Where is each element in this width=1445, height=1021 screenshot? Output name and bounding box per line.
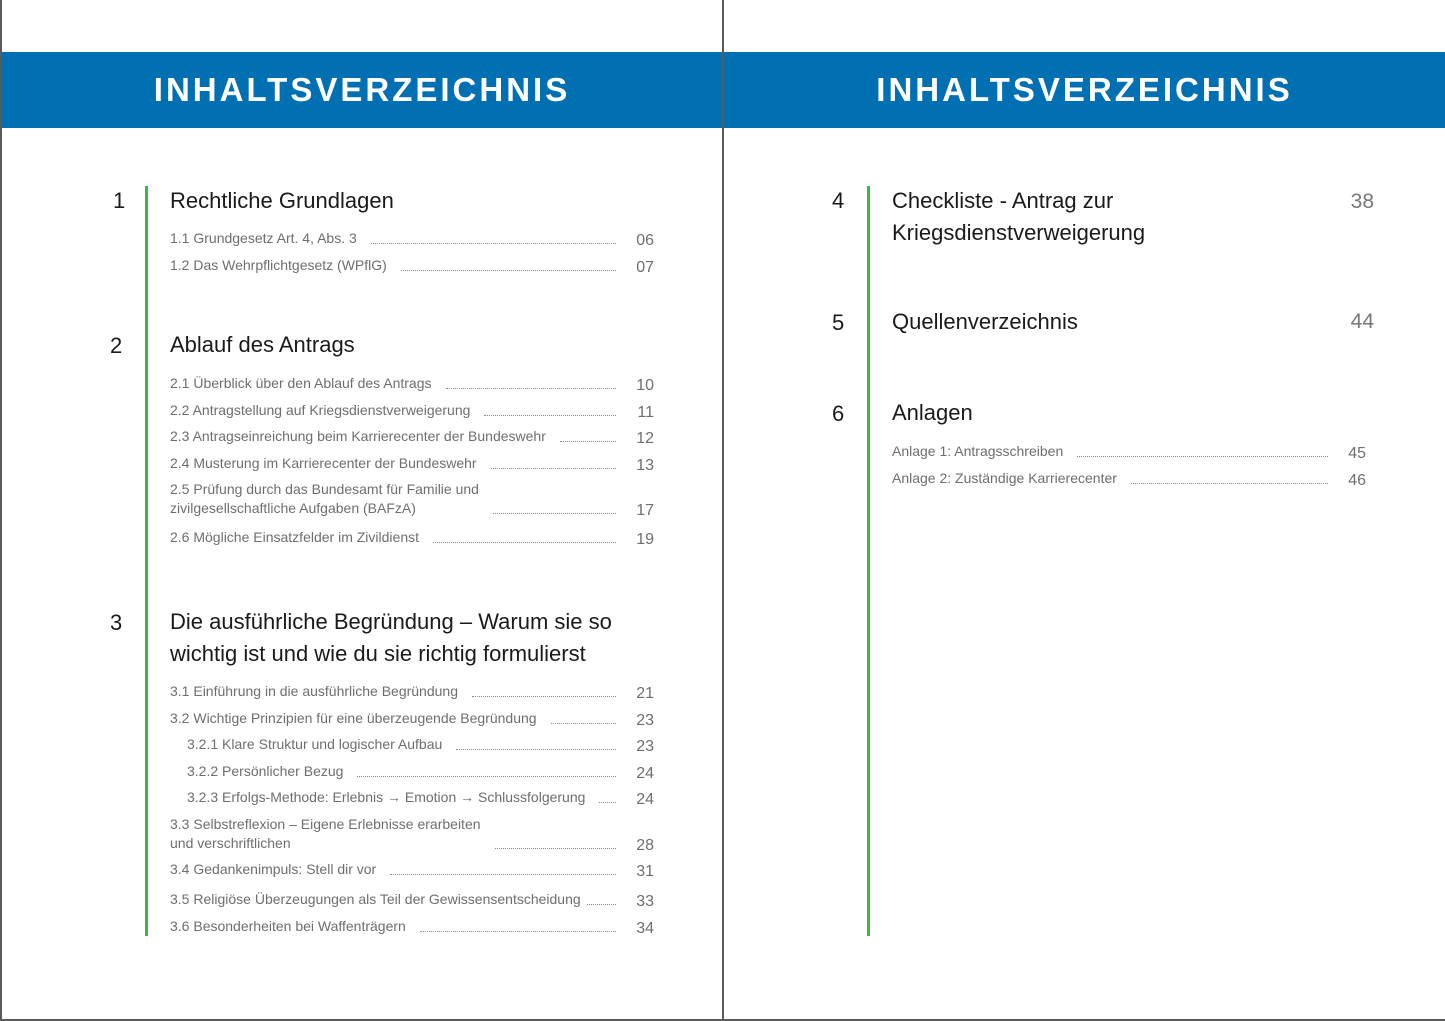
entry-label: 3.1 Einführung in die ausführliche Begründung bbox=[170, 683, 458, 699]
entry-page: 23 bbox=[636, 738, 654, 755]
entry-page: 17 bbox=[636, 502, 654, 519]
section-number: 6 bbox=[832, 401, 845, 426]
entry-label-line1: 2.5 Prüfung durch das Bundesamt für Familie und bbox=[170, 481, 479, 497]
section-title[interactable]: Ablauf des Antrags bbox=[170, 332, 355, 357]
section-number: 4 bbox=[832, 188, 845, 213]
dot-leader bbox=[484, 415, 616, 416]
page-title: INHALTSVERZEICHNIS bbox=[876, 71, 1293, 108]
toc-entry[interactable] bbox=[170, 374, 654, 393]
dot-leader bbox=[1077, 456, 1328, 457]
entry-page: 24 bbox=[636, 765, 654, 782]
section-title-line2: Kriegsdienstverweigerung bbox=[892, 220, 1146, 245]
toc-entry[interactable] bbox=[170, 709, 654, 728]
entry-label-line2: zivilgesellschaftliche Aufgaben (BAFzA) bbox=[170, 500, 416, 516]
dot-leader bbox=[493, 513, 616, 514]
entry-label: 2.4 Musterung im Karrierecenter der Bundeswehr bbox=[170, 455, 477, 471]
entry-label: 3.6 Besonderheiten bei Waffenträgern bbox=[170, 918, 406, 934]
section-title[interactable] bbox=[170, 606, 612, 670]
header-banner bbox=[724, 52, 1445, 128]
entry-label: 3.2.3 Erfolgs-Methode: Erlebnis → Emotion → Schlussfolgerung bbox=[187, 789, 586, 805]
entry-label: 2.2 Antragstellung auf Kriegsdienstverweigerung bbox=[170, 402, 471, 418]
entry-page: 24 bbox=[636, 791, 654, 808]
dot-leader bbox=[456, 749, 616, 750]
page-title: INHALTSVERZEICHNIS bbox=[153, 71, 571, 108]
toc-entry[interactable] bbox=[187, 735, 654, 754]
entry-label: 3.4 Gedankenimpuls: Stell dir vor bbox=[170, 861, 377, 877]
toc-entry[interactable] bbox=[170, 427, 654, 446]
dot-leader bbox=[433, 542, 616, 543]
toc-entry[interactable] bbox=[170, 256, 654, 275]
dot-leader bbox=[495, 848, 616, 849]
toc-entry[interactable] bbox=[892, 469, 1366, 488]
dot-leader bbox=[1131, 483, 1328, 484]
section-title[interactable]: Rechtliche Grundlagen bbox=[170, 188, 394, 213]
toc-entry[interactable] bbox=[170, 815, 654, 853]
toc-entry[interactable] bbox=[170, 682, 654, 701]
entry-page: 28 bbox=[636, 837, 654, 854]
section-title[interactable]: Quellenverzeichnis bbox=[892, 309, 1078, 334]
entry-page: 45 bbox=[1348, 445, 1366, 462]
toc-page-right bbox=[724, 0, 1445, 1021]
dot-leader bbox=[587, 904, 616, 905]
dot-leader bbox=[560, 441, 616, 442]
header-banner bbox=[2, 52, 722, 128]
entry-label: 3.2.1 Klare Struktur und logischer Aufbau bbox=[187, 736, 443, 752]
toc-entry[interactable] bbox=[170, 528, 654, 547]
toc-entry[interactable] bbox=[170, 890, 654, 909]
dot-leader bbox=[390, 874, 616, 875]
section-page: 38 bbox=[1350, 190, 1374, 213]
dot-leader bbox=[446, 388, 616, 389]
accent-bar bbox=[145, 186, 148, 936]
dot-leader bbox=[401, 270, 616, 271]
toc-entry[interactable] bbox=[170, 401, 654, 420]
section-title[interactable]: Anlagen bbox=[892, 400, 973, 425]
section-number: 3 bbox=[110, 610, 123, 635]
toc-entry[interactable] bbox=[170, 860, 654, 879]
section-page: 44 bbox=[1350, 310, 1374, 333]
dot-leader bbox=[371, 243, 616, 244]
toc-entry[interactable] bbox=[187, 762, 654, 781]
section-number: 1 bbox=[113, 188, 126, 213]
entry-page: 10 bbox=[636, 377, 654, 394]
entry-label bbox=[170, 815, 481, 853]
dot-leader bbox=[357, 776, 616, 777]
entry-label: Anlage 1: Antragsschreiben bbox=[892, 443, 1064, 459]
toc-entry[interactable] bbox=[170, 229, 654, 248]
entry-label: Anlage 2: Zuständige Karrierecenter bbox=[892, 470, 1117, 486]
entry-label: 1.2 Das Wehrpflichtgesetz (WPflG) bbox=[170, 257, 387, 273]
entry-page: 11 bbox=[637, 404, 654, 421]
entry-label: 3.2.2 Persönlicher Bezug bbox=[187, 763, 344, 779]
entry-label-line2: und verschriftlichen bbox=[170, 835, 291, 851]
section-title-line1: Checkliste - Antrag zur bbox=[892, 188, 1114, 213]
entry-page: 12 bbox=[636, 430, 654, 447]
dot-leader bbox=[491, 468, 616, 469]
entry-page: 34 bbox=[636, 920, 654, 937]
entry-label: 2.6 Mögliche Einsatzfelder im Zivildienst bbox=[170, 529, 419, 545]
dot-leader bbox=[599, 802, 616, 803]
toc-entry[interactable] bbox=[187, 788, 654, 807]
toc-entry[interactable] bbox=[892, 442, 1366, 461]
section-title-line1: Die ausführliche Begründung – Warum sie so bbox=[170, 609, 612, 634]
dot-leader bbox=[551, 723, 616, 724]
entry-page: 07 bbox=[636, 259, 654, 276]
section-number: 5 bbox=[832, 310, 845, 335]
entry-page: 31 bbox=[636, 863, 654, 880]
entry-page: 23 bbox=[636, 712, 654, 729]
entry-page: 19 bbox=[636, 531, 654, 548]
entry-label: 3.2 Wichtige Prinzipien für eine überzeugende Begründung bbox=[170, 710, 537, 726]
entry-label-line1: 3.3 Selbstreflexion – Eigene Erlebnisse erarbeiten bbox=[170, 816, 481, 832]
section-title[interactable] bbox=[892, 185, 1145, 249]
section-title-line2: wichtig ist und wie du sie richtig formulierst bbox=[170, 641, 586, 666]
entry-page: 06 bbox=[636, 232, 654, 249]
entry-label: 3.5 Religiöse Überzeugungen als Teil der Gewissensentscheidung bbox=[170, 891, 581, 907]
entry-page: 13 bbox=[636, 457, 654, 474]
accent-bar bbox=[867, 186, 870, 936]
section-number: 2 bbox=[110, 333, 123, 358]
toc-entry[interactable] bbox=[170, 917, 654, 936]
dot-leader bbox=[472, 696, 616, 697]
entry-page: 46 bbox=[1348, 472, 1366, 489]
entry-label: 2.3 Antragseinreichung beim Karrierecenter der Bundeswehr bbox=[170, 428, 546, 444]
dot-leader bbox=[420, 931, 616, 932]
entry-label: 1.1 Grundgesetz Art. 4, Abs. 3 bbox=[170, 230, 357, 246]
entry-page: 21 bbox=[636, 685, 654, 702]
toc-entry[interactable] bbox=[170, 454, 654, 473]
toc-entry[interactable] bbox=[170, 480, 654, 518]
entry-page: 33 bbox=[636, 893, 654, 910]
entry-label bbox=[170, 480, 479, 518]
entry-label: 2.1 Überblick über den Ablauf des Antrags bbox=[170, 375, 432, 391]
